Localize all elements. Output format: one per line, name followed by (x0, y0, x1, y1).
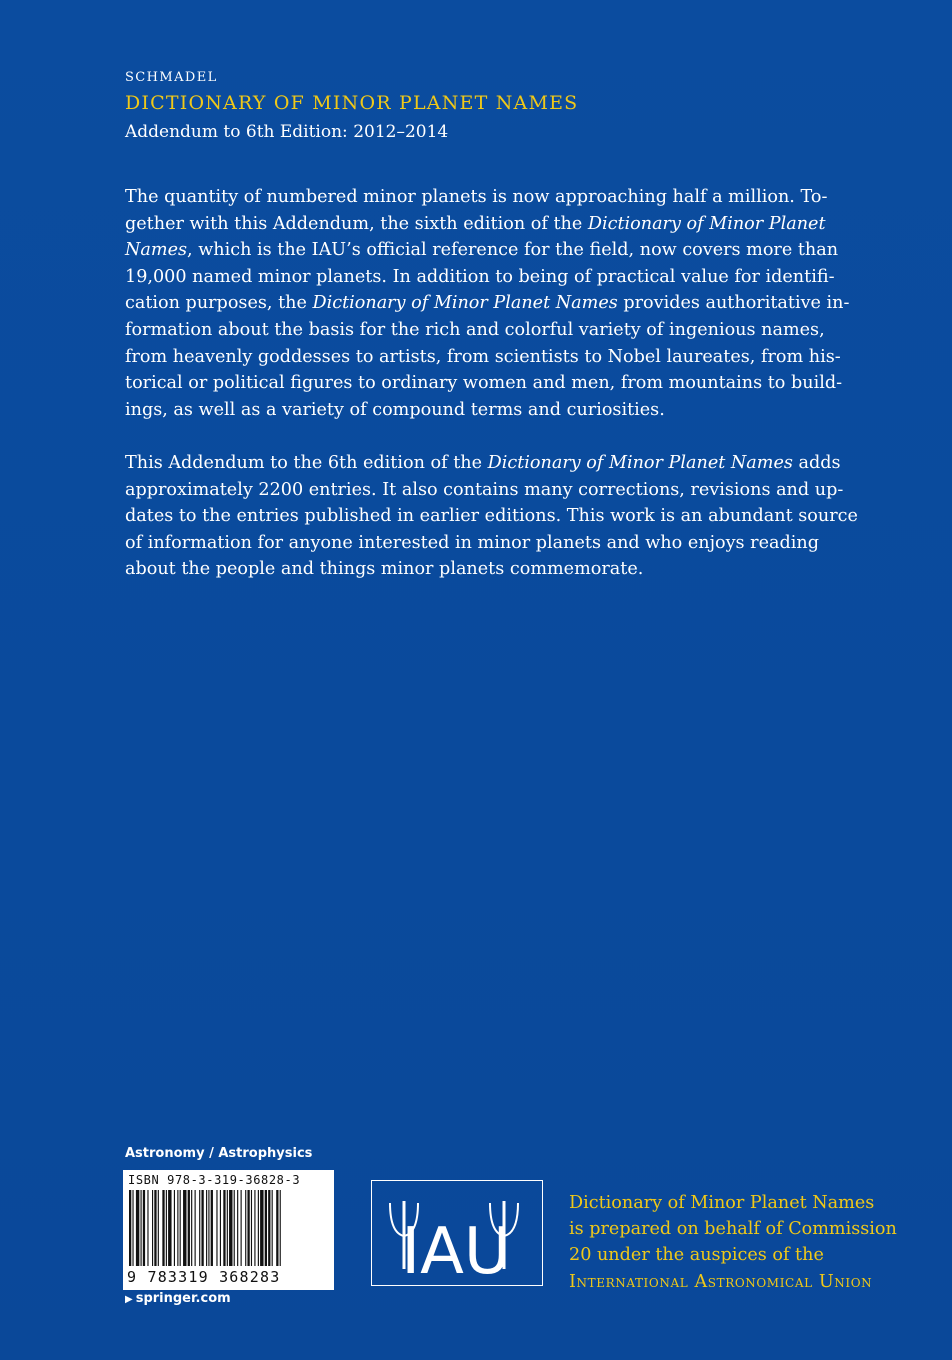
isbn-number: ISBN 978-3-319-36828-3 (128, 1173, 301, 1187)
barcode-bar (143, 1190, 145, 1266)
barcode-bar (199, 1190, 200, 1266)
barcode-bars (127, 1190, 330, 1266)
barcode-bar (208, 1190, 209, 1266)
barcode-bar (223, 1190, 225, 1266)
barcode-bar (234, 1190, 235, 1266)
barcode-bar (188, 1190, 190, 1266)
barcode-bar (216, 1190, 217, 1266)
barcode-bar (147, 1190, 148, 1266)
barcode-bar (227, 1190, 228, 1266)
barcode-bar (136, 1190, 139, 1266)
barcode-bar (206, 1190, 207, 1266)
barcode-bar (154, 1190, 156, 1266)
blurb-line: The quantity of numbered minor planets is now approaching half a million. To- (125, 187, 828, 207)
blurb-line: 19,000 named minor planets. In addition to being of practical value for identifi- (125, 266, 835, 287)
publisher-link[interactable]: ▶ springer.com (125, 1291, 231, 1306)
barcode-bar (141, 1190, 142, 1266)
iau-logo-mark (372, 1181, 541, 1284)
barcode-bar (254, 1190, 255, 1266)
blurb-line: of information for anyone interested in minor planets and who enjoys reading (125, 532, 819, 553)
barcode-bar (268, 1190, 270, 1266)
barcode-bar (241, 1190, 242, 1266)
blurb-line: torical or political figures to ordinary women and men, from mountains to build- (125, 373, 843, 394)
blurb-line: about the people and things minor planets commemorate. (125, 559, 644, 580)
iau-statement (569, 1190, 897, 1295)
barcode-bar (258, 1190, 259, 1266)
barcode-bar (174, 1190, 175, 1266)
barcode-bar (166, 1190, 167, 1266)
book-subtitle: Addendum to 6th Edition: 2012–2014 (125, 122, 449, 142)
barcode-bar (247, 1190, 249, 1266)
blurb-line: approximately 2200 entries. It also contains many corrections, revisions and up- (125, 479, 844, 500)
play-arrow-icon: ▶ (125, 1294, 133, 1305)
blurb-paragraph-1 (125, 184, 850, 423)
ean-digits: 9 783319 368283 (127, 1268, 281, 1286)
barcode-bar (245, 1190, 246, 1266)
barcode-bar (229, 1190, 232, 1266)
iau-statement-line: 20 under the auspices of the (569, 1245, 824, 1266)
blurb-line: ings, as well as a variety of compound terms and curiosities. (125, 399, 665, 420)
isbn-barcode (123, 1170, 334, 1290)
barcode-bar (180, 1190, 181, 1266)
iau-logo-letters: IAU (401, 1215, 511, 1284)
barcode-bar (272, 1190, 273, 1266)
iau-statement-line: Dictionary of Minor Planet Names (569, 1193, 875, 1213)
barcode-bar (132, 1190, 133, 1266)
blurb-line: dates to the entries published in earlier editions. This work is an abundant source (125, 506, 858, 527)
barcode-bar (152, 1190, 153, 1266)
iau-statement-line: International Astronomical Union (569, 1271, 873, 1292)
barcode-bar (183, 1190, 186, 1266)
blurb-line: from heavenly goddesses to artists, from scientists to Nobel laureates, from his- (125, 346, 841, 367)
barcode-bar (201, 1190, 203, 1266)
barcode-bar (211, 1190, 213, 1266)
barcode-bar (237, 1190, 238, 1266)
barcode-bar (276, 1190, 278, 1266)
iau-statement-line: is prepared on behalf of Commission (569, 1219, 897, 1240)
barcode-bar (195, 1190, 196, 1266)
barcode-bar (280, 1190, 281, 1266)
barcode-bar (191, 1190, 192, 1266)
blurb-line: cation purposes, the Dictionary of Minor Planet Names provides authoritative in- (125, 293, 850, 314)
barcode-bar (265, 1190, 267, 1266)
subject-category: Astronomy / Astrophysics (125, 1146, 313, 1161)
blurb-line: This Addendum to the 6th edition of the Dictionary of Minor Planet Names adds (125, 453, 841, 473)
blurb-line: formation about the basis for the rich and colorful variety of ingenious names, (125, 319, 825, 340)
barcode-bar (162, 1190, 164, 1266)
barcode-bar (158, 1190, 159, 1266)
book-title: DICTIONARY OF MINOR PLANET NAMES (125, 92, 579, 114)
barcode-bar (220, 1190, 221, 1266)
barcode-bar (251, 1190, 252, 1266)
barcode-bar (168, 1190, 171, 1266)
barcode-bar (129, 1190, 131, 1266)
blurb-paragraph-2 (125, 450, 858, 583)
blurb-line: Names, which is the IAU’s official reference for the field, now covers more than (125, 240, 839, 261)
barcode-bar (260, 1190, 263, 1266)
author-name: SCHMADEL (125, 70, 218, 85)
barcode-bar (177, 1190, 178, 1266)
blurb-line: gether with this Addendum, the sixth edition of the Dictionary of Minor Planet (125, 213, 826, 234)
iau-logo (371, 1180, 543, 1286)
